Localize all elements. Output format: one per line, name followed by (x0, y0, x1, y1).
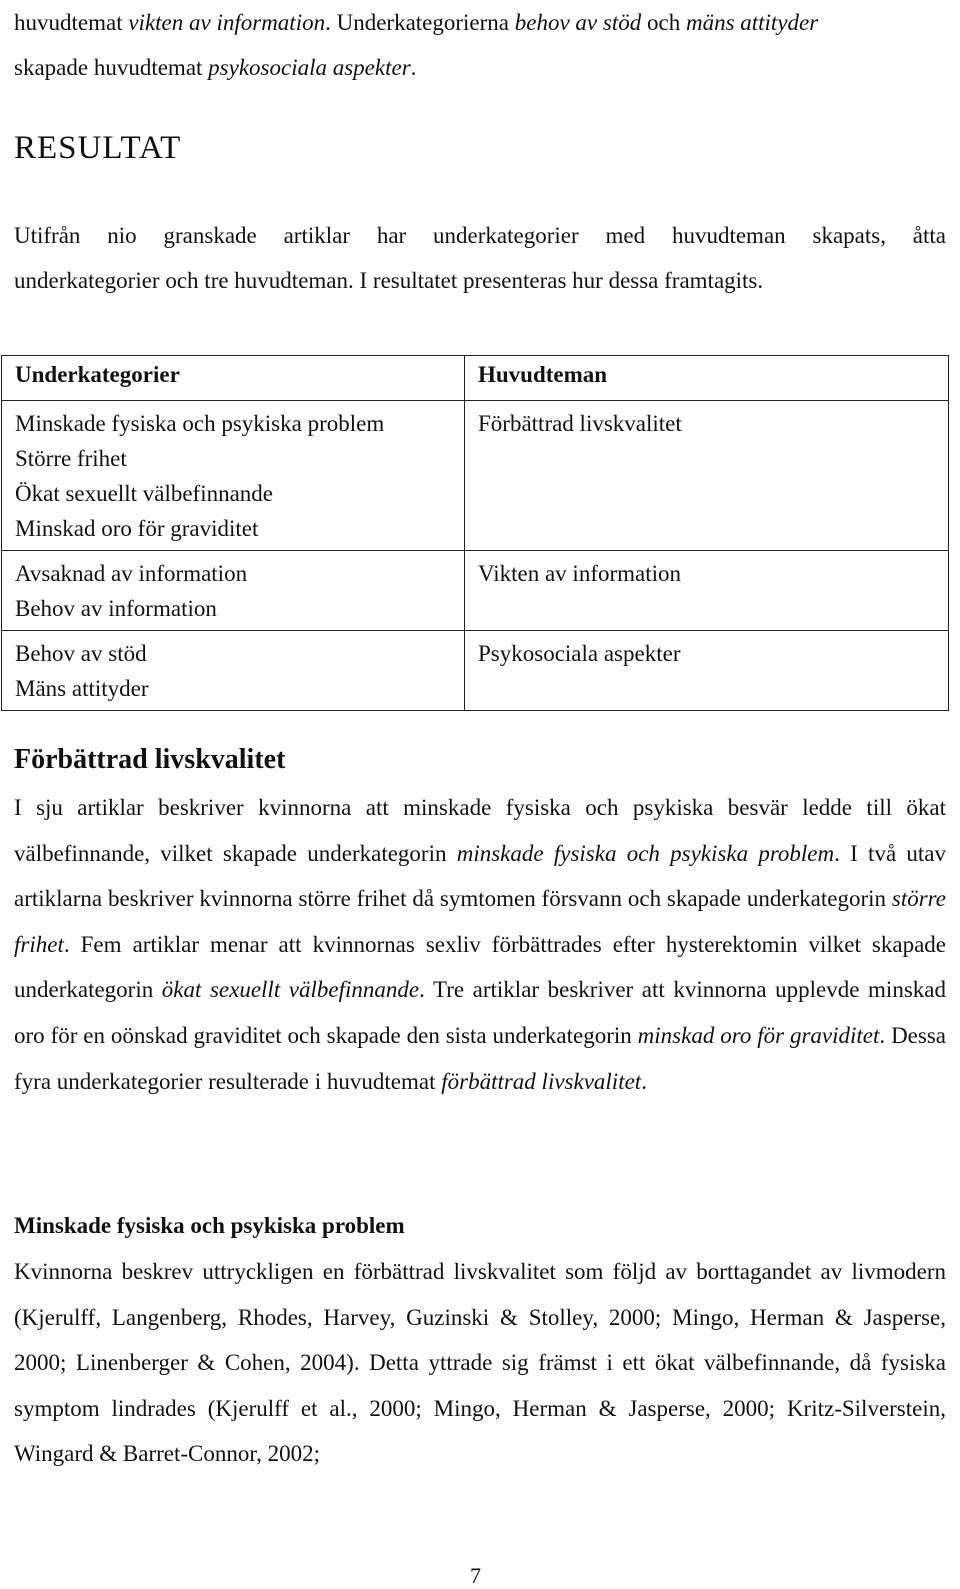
intro-paragraph (14, 0, 946, 90)
subcategory-item: Behov av information (15, 596, 217, 621)
subcategory-cell (2, 631, 465, 711)
body-text: . I två utav artiklarna beskriver kvinnorna större frihet då symtomen försvann och skapade underkategorin (14, 840, 947, 912)
intro-emphasis: vikten av information (128, 10, 326, 35)
theme-cell: Psykosociala aspekter (465, 631, 949, 711)
intro-emphasis: mäns attityder (685, 10, 819, 35)
subcategory-cell (2, 551, 465, 631)
intro-line-1 (14, 0, 946, 45)
body-text: . Fem artiklar menar att kvinnornas sexliv förbättrades efter hysterektomin vilket skapade underkategorin (14, 931, 946, 1003)
intro-text: och (641, 10, 686, 35)
subcategory-item: Behov av stöd (15, 641, 147, 666)
subcategory-item: Mäns attityder (15, 676, 149, 701)
theme-cell: Förbättrad livskvalitet (465, 401, 949, 551)
section-heading-problem: Minskade fysiska och psykiska problem (14, 1213, 405, 1238)
body-emphasis: minskad oro för graviditet (637, 1022, 880, 1048)
intro-text: . Underkategorierna (325, 10, 515, 35)
resultat-heading: RESULTAT (14, 130, 182, 166)
subcategory-item: Avsaknad av information (15, 561, 248, 586)
table-header-row (2, 356, 949, 401)
intro-emphasis: psykosociala aspekter (208, 55, 411, 80)
subcategory-item: Minskade fysiska och psykiska problem (15, 411, 385, 436)
resultat-line-1: Utifrån nio granskade artiklar har underkategorier med huvudteman skapats, åtta (14, 223, 946, 248)
livskvalitet-paragraph (14, 785, 946, 1104)
subcategory-item: Minskad oro för graviditet (15, 516, 259, 541)
header-underkategorier: Underkategorier (2, 356, 465, 401)
resultat-line-2: underkategorier och tre huvudteman. I resultatet presenteras hur dessa framtagits. (14, 268, 764, 293)
body-text: . Dessa fyra underkategorier resulterade i huvudtemat (14, 1022, 946, 1094)
category-table (1, 355, 949, 711)
table-row (2, 631, 949, 711)
section-heading-livskvalitet: Förbättrad livskvalitet (14, 744, 286, 775)
intro-text: skapade huvudtemat (14, 55, 209, 80)
header-huvudteman: Huvudteman (465, 356, 949, 401)
theme-cell: Vikten av information (465, 551, 949, 631)
intro-text: huvudtemat (14, 10, 129, 35)
table-row (2, 551, 949, 631)
body-emphasis: större frihet (14, 886, 946, 957)
problem-paragraph: Kvinnorna beskrev uttryckligen en förbättrad livskvalitet som följd av borttagandet av livmodern (Kjerulff, Langenberg, Rhodes, Harvey, Guzinski & Stolley, 2000; Mingo, Herman & Jasperse, 2000; Linenberger & Cohen, 2004). Detta yttrade sig främst i ett ökat välbefinnande, då fysiska symptom lindrades (Kjerulff et al., 2000; Mingo, Herman & Jasperse, 2000; Kritz-Silverstein, Wingard & Barret-Connor, 2002; (14, 1259, 946, 1467)
body-emphasis: förbättrad livskvalitet (441, 1068, 642, 1094)
body-text: . (641, 1068, 647, 1094)
table-row (2, 401, 949, 551)
body-emphasis: minskade fysiska och psykiska problem (456, 840, 835, 866)
body-text: . Tre artiklar beskriver att kvinnorna upplevde minskad oro för en oönskad graviditet och skapade den sista underkategorin (14, 977, 946, 1048)
page-number: 7 (470, 1563, 481, 1588)
body-emphasis: ökat sexuellt välbefinnande (161, 977, 420, 1003)
subcategory-cell (2, 401, 465, 551)
intro-text: . (410, 55, 417, 80)
resultat-paragraph (14, 213, 946, 303)
intro-line-2 (14, 45, 946, 90)
body-text: I sju artiklar beskriver kvinnorna att minskade fysiska och psykiska besvär ledde till ökat välbefinnande, vilket skapade underkategorin (14, 795, 946, 866)
intro-emphasis: behov av stöd (514, 10, 642, 35)
subcategory-item: Ökat sexuellt välbefinnande (15, 481, 274, 506)
subcategory-item: Större frihet (15, 446, 127, 471)
